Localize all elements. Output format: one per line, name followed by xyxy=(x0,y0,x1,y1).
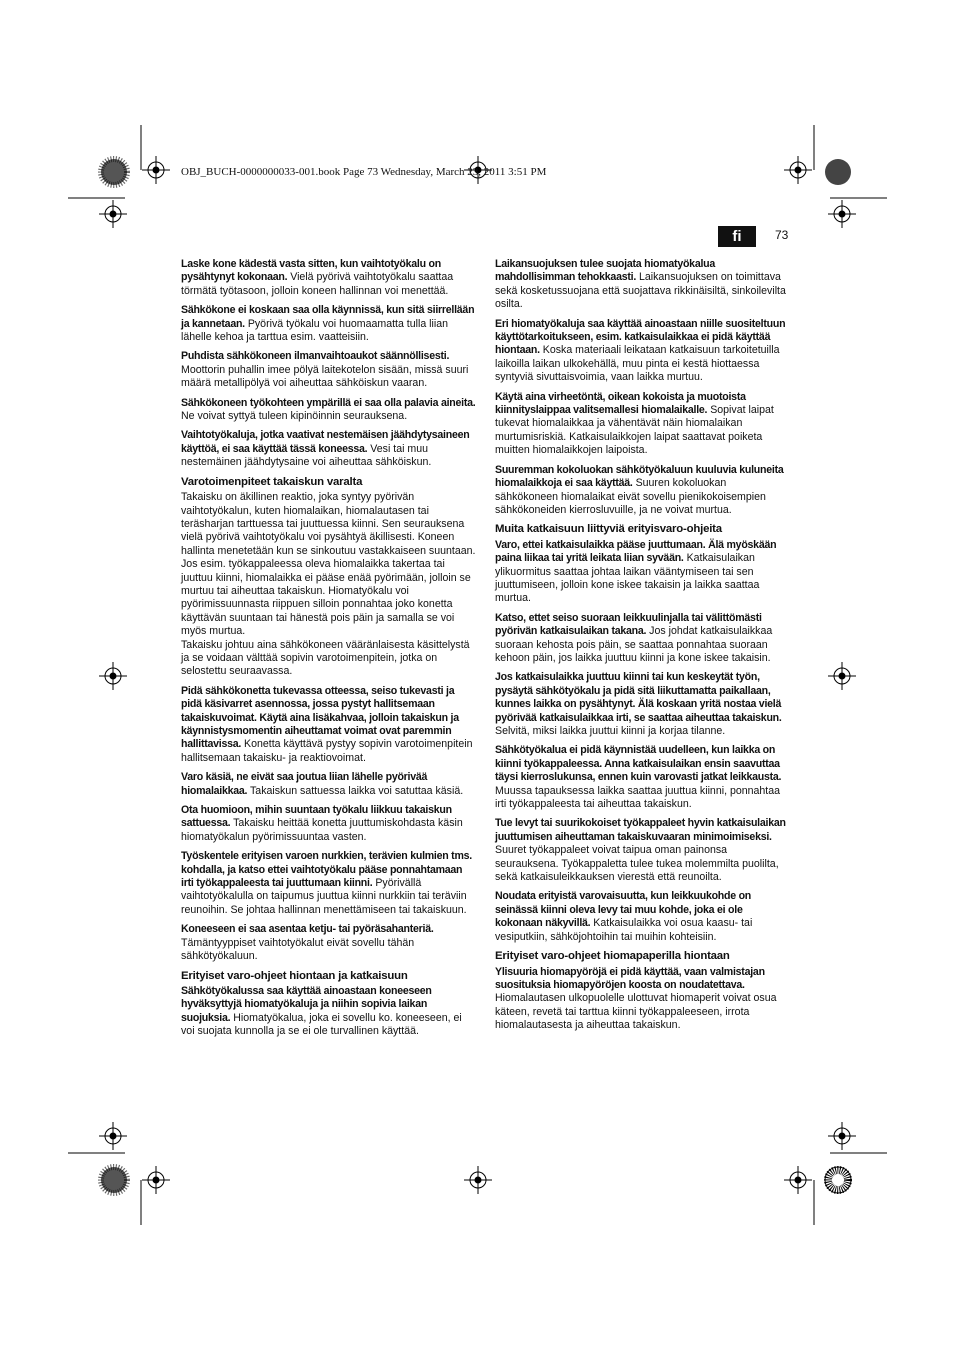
paragraph-bold-lead: Käytä aina virheetöntä, oikean kokoista ja muotoista kiinnityslaippaa valitsemallesi hiomalaikalle. xyxy=(495,390,746,417)
paragraph-text: Hiomatyökalua, joka ei sovellu ko. koneeseen, ei voi suojata kunnolla ja se ei ole turvallinen käyttää. xyxy=(181,1011,462,1038)
section-heading: Erityiset varo-ohjeet hiomapaperilla hiontaan xyxy=(495,950,730,963)
paragraph-text: Selvitä, miksi laikka juuttui kiinni ja korjaa tilanne. xyxy=(495,725,726,737)
paragraph-text: Laikansuojuksen on toimittava sekä kosketussuojana että suojattava rikkinäisiltä, sinkoilevilta osilta. xyxy=(495,271,786,311)
paragraph-bold-lead: Varo, ettei katkaisulaikka pääse juuttumaan. Älä myöskään paina liikaa tai yritä leikata liian syvään. xyxy=(495,538,777,565)
paragraph-bold-lead: Laikansuojuksen tulee suojata hiomatyökalua mahdollisimman tehokkaasti. xyxy=(495,258,716,284)
paragraph xyxy=(181,804,477,844)
paragraph xyxy=(181,923,477,963)
paragraph xyxy=(495,671,791,738)
paragraph-bold-lead: Ylisuuria hiomapyöröjä ei pidä käyttää, vaan valmistajan suosituksia hiomapyöröjen koosta on noudatettava. xyxy=(495,965,765,991)
paragraph-bold-lead: Koneeseen ei saa asentaa ketju- tai pyöräsahanteriä. xyxy=(181,923,434,936)
paragraph-bold-lead: Noudata erityistä varovaisuutta, kun leikkuukohde on seinässä kiinni oleva levy tai muu kohde, joka ei ole kokonaan näkyvillä. xyxy=(495,890,752,930)
paragraph-text: Tämäntyyppiset vaihtotyökalut eivät sovellu tähän sähkötyökaluun. xyxy=(181,936,415,963)
paragraph-bold-lead: Varo käsiä, ne eivät saa joutua liian lähelle pyörivää hiomalaikkaa. xyxy=(181,771,428,797)
paragraph xyxy=(495,464,791,518)
paragraph-text: Jos johdat katkaisulaikkaa suoraan kehosta pois päin, se saattaa ponnahtaa suoraan kehoon päin, jos laikka juuttuu kiinni ja kone iskee takaisin. xyxy=(495,625,773,664)
paragraph-bold-lead: Eri hiomatyökaluja saa käyttää ainoastaan niille suositeltuun käyttötarkoitukseen, esim. katkaisulaikkaa ei pidä käyttää hiontaan. xyxy=(495,317,786,357)
paragraph-text: Ne voivat syttyä tuleen kipinöinnin seurauksena. xyxy=(181,410,408,423)
paragraph-text: Pyörivällä vaihtotyökalulla on taipumus juuttua kiinni nurkkiin tai teräviin reunoihin. Se johtaa hallinnan menettämiseen tai takaiskuun. xyxy=(181,877,467,916)
paragraph xyxy=(181,258,477,298)
right-column xyxy=(495,258,791,1039)
paragraph-bold-lead: Katso, ettet seiso suoraan leikkuulinjalla tai välittömästi pyörivän katkaisulaikan takana. xyxy=(495,611,762,638)
paragraph-text: Sopivat laipat tukevat hiomalaikkaa ja vähentävät näin hiomalaikan murtumisriskiä. Katkaisulaikkojen laipat saattavat poiketa muitten hiomalaikkojen laipoista. xyxy=(495,404,774,457)
paragraph-bold-lead: Jos katkaisulaikka juuttuu kiinni tai kun keskeytät työn, pysäytä sähkötyökalu ja pidä sitä liikuttamatta paikallaan, kunnes laikka on pysähtynyt. Älä koskaan yritä nostaa vielä pyörivää katkaisulaikkaa irti, se saattaa aiheuttaa takaiskun. xyxy=(495,671,782,724)
paragraph-text: Pyörivä työkalu voi huomaamatta tulla liian lähelle kehoa ja tarttua esim. vaatteisiin. xyxy=(181,317,449,344)
section-heading: Varotoimenpiteet takaiskun varalta xyxy=(181,475,363,488)
paragraph-text: Suuren kokoluokan sähkökoneen hiomalaikat eivät sovellu pienikokoisempien sähkökoneiden kierrosluvuille, ja ne voivat murtua. xyxy=(495,477,766,516)
paragraph-text: Vielä pyörivä vaihtotyökalu saattaa törmätä työtasoon, jolloin koneen hallinnan voi menettää. xyxy=(181,271,454,297)
paragraph-text: Hiomalautasen ulkopuolelle ulottuvat hiomaperit voivat osua käteen, revetä tai tarttua kiinni työkappaleeseen, irrota hiomalautasesta ja aiheuttaa takaiskun. xyxy=(495,992,777,1032)
paragraph xyxy=(495,258,791,312)
paragraph-bold-lead: Sähkökoneen työkohteen ympärillä ei saa olla palavia aineita. xyxy=(181,396,476,409)
paragraph xyxy=(181,397,477,424)
paragraph-bold-lead: Puhdista sähkökoneen ilmanvaihtoaukot säännöllisesti. xyxy=(181,350,450,363)
paragraph xyxy=(181,429,477,469)
paragraph-bold-lead: Sähkötyökalua ei pidä käynnistää uudelleen, kun laikka on kiinni työkappaleessa. Anna katkaisulaikan ensin saavuttaa täysi kierroslukunsa, ennen kuin varovasti jatkat leikkausta. xyxy=(495,744,782,784)
paragraph xyxy=(495,817,791,884)
paragraph-text: Muussa tapauksessa laikka saattaa juuttua kiinni, ponnahtaa irti työkappaleesta tai aiheuttaa takaiskun. xyxy=(495,784,781,811)
paragraph-text: Moottorin puhallin imee pölyä laitekotelon sisään, missä suuri määrä metallipölyä voi aiheuttaa sähköiskun vaaran. xyxy=(181,363,469,390)
paragraph-text: Koska materiaali leikataan katkaisuun tarkoitetuilla laikoilla laikan ulkokehällä, muu pinta ei kestä hiottaessa syntyviä sivuttaisvoimia, vaan laikka murtuu. xyxy=(495,344,780,384)
paragraph xyxy=(181,771,477,798)
paragraph-bold-lead: Tue levyt tai suurikokoiset työkappaleet hyvin katkaisulaikan juuttumisen aiheuttaman takaiskuvaaran minimoimiseksi. xyxy=(495,817,786,843)
paragraph-text: Takaisku johtuu aina sähkökoneen vääränlaisesta käsittelystä ja se voidaan välttää sopivin varotoimenpitein, jotka on selostettu seuraavassa. xyxy=(181,638,470,678)
paragraph-text: Katkaisulaikan ylikuormitus saattaa johtaa laikan vääntymiseen tai sen juuttumiseen, jolloin kone iskee takaisin ja laikka saattaa murtua. xyxy=(495,552,760,605)
file-info-header: OBJ_BUCH-0000000033-001.book Page 73 Wednesday, March 23, 2011 3:51 PM xyxy=(181,166,547,178)
paragraph-text: Takaiskun sattuessa laikka voi satuttaa käsiä. xyxy=(247,784,464,797)
paragraph-text: Konetta käyttävä pystyy sopivin varotoimenpitein hallitsemaan takaisku- ja reaktiovoimat. xyxy=(181,738,473,764)
paragraph xyxy=(495,318,791,385)
left-column xyxy=(181,258,477,1045)
section-heading: Muita katkaisuun liittyviä erityisvaro-ohjeita xyxy=(495,523,722,536)
paragraph xyxy=(181,685,477,765)
paragraph xyxy=(181,850,477,917)
paragraph-bold-lead: Sähkökone ei koskaan saa olla käynnissä, kun sitä siirrellään ja kannetaan. xyxy=(181,304,475,330)
paragraph-bold-lead: Työskentele erityisen varoen nurkkien, terävien kulmien tms. kohdalla, ja katso ettei vaihtotyökalu pääse ponnahtamaan irti työkappaleesta tai juuttumaan kiinni. xyxy=(181,850,472,890)
paragraph xyxy=(181,985,477,1039)
section-heading: Erityiset varo-ohjeet hiontaan ja katkaisuun xyxy=(181,969,408,982)
language-badge: fi xyxy=(718,226,756,247)
paragraph xyxy=(181,558,477,638)
paragraph-bold-lead: Laske kone kädestä vasta sitten, kun vaihtotyökalu on pysähtynyt kokonaan. xyxy=(181,258,441,284)
paragraph-bold-lead: Sähkötyökalussa saa käyttää ainoastaan koneeseen hyväksyttyjä hiomatyökaluja ja niihin sopivia laikan suojuksia. xyxy=(181,984,432,1024)
paragraph-text: Katkaisulaikka voi osua kaasu- tai vesiputkiin, sähköjohtoihin tai muihin kohteisiin. xyxy=(495,917,753,943)
paragraph-text: Suuret työkappaleet voivat taipua oman painonsa seurauksena. Työkappaletta tulee tukea molemmilta puolilta, sekä katkaisuleikkauksen vierestä että reunoilta. xyxy=(495,844,779,884)
page-number: 73 xyxy=(775,228,789,242)
paragraph-text: Takaisku on äkillinen reaktio, joka syntyy pyörivän vaihtotyökalun, kuten hiomalaikan, hiomalautasen tai teräsharjan tarttuessa tai juuttuessa kiinni. Sen seurauksena vielä pyörivä vaihtotyökalu voi pysähtyä äkillisesti. Koneen hallinta menetetään kun se sinkoutuu vastakkaiseen suuntaan. xyxy=(181,491,476,557)
paragraph-text: Takaisku heittää konetta juuttumiskohdasta käsin hiomatyökalun pyörimissuuntaa vasten. xyxy=(181,817,463,843)
paragraph xyxy=(181,304,477,344)
paragraph-bold-lead: Suuremman kokoluokan sähkötyökaluun kuuluvia kuluneita hiomalaikkoja ei saa käyttää. xyxy=(495,463,784,490)
paragraph-bold-lead: Pidä sähkökonetta tukevassa otteessa, seiso tukevasti ja pidä käsivarret asennossa, jossa pystyt hallitsemaan takaiskuvoimat. Käytä aina lisäkahvaa, jolloin takaiskun ja käynnistysmomentin aiheuttamat voimat ovat paremmin hallittavissa. xyxy=(181,684,459,751)
paragraph xyxy=(495,890,791,944)
paragraph xyxy=(495,391,791,458)
paragraph-bold-lead: Ota huomioon, mihin suuntaan työkalu liikkuu takaiskun sattuessa. xyxy=(181,804,452,830)
paragraph-text: Jos esim. työkappaleessa oleva hiomalaikka takertaa tai juuttuu kiinni, hiomalaikka ei pääse enää pyörimään, jolloin se murtuu tai aiheuttaa takaiskun. Hiomatyökalu voi pyörimissuunnasta riippuen silloin ponnahtaa joko konetta käyttävän suuntaan tai hänestä pois päin ja samalla se voi myös murtua. xyxy=(181,558,471,638)
paragraph xyxy=(495,966,791,1033)
paragraph xyxy=(495,744,791,811)
paragraph xyxy=(181,491,477,558)
paragraph-bold-lead: Vaihtotyökaluja, jotka vaativat nestemäisen jäähdytysaineen käyttöä, ei saa käyttää tässä koneessa. xyxy=(181,429,470,455)
paragraph xyxy=(181,639,477,679)
paragraph xyxy=(181,350,477,390)
paragraph xyxy=(495,539,791,606)
paragraph-text: Vesi tai muu nestemäinen jäähdytysaine voi aiheuttaa sähköiskun. xyxy=(181,442,432,469)
paragraph xyxy=(495,612,791,666)
